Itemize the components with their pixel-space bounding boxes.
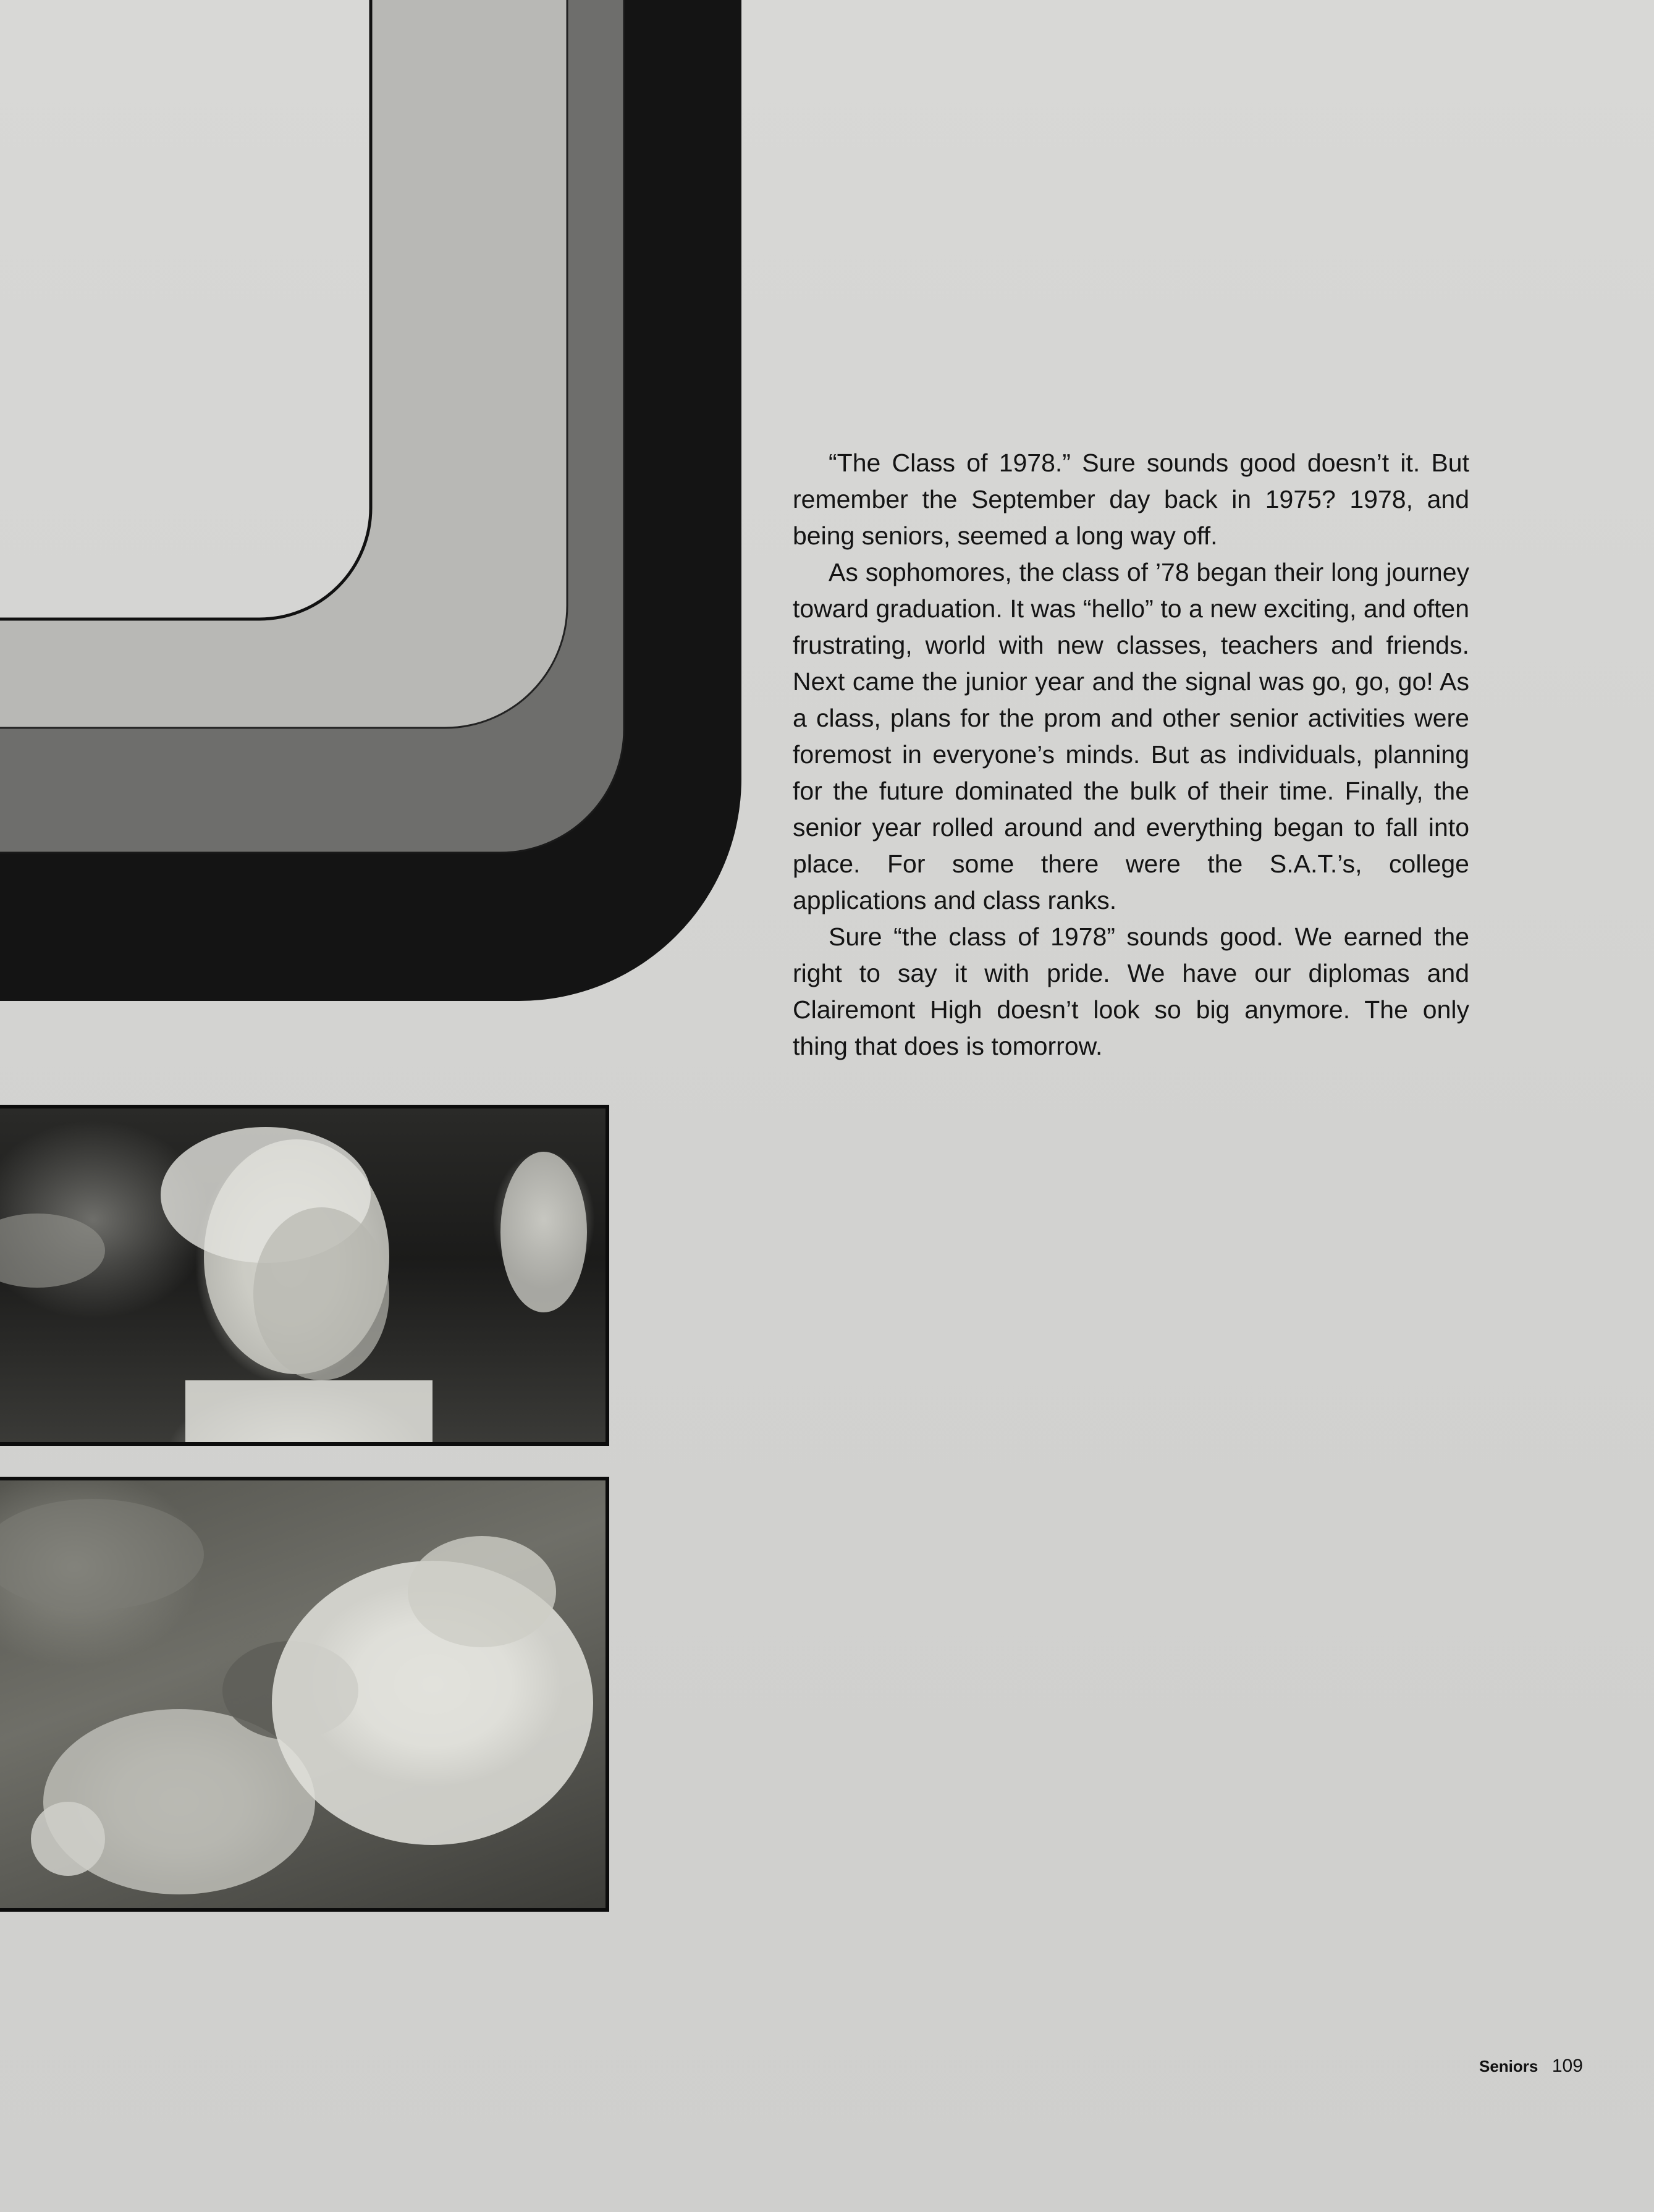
photo-2-shapes [0, 1480, 605, 1908]
paragraph-3: Sure “the class of 1978” sounds good. We earned the right to say it with pride. We have our diplomas and Clairemont High doesn’t look so big anymore. The only thing that does is tomorrow. [793, 922, 1469, 1060]
stripe-outline [0, 0, 371, 619]
photo-1-shapes [0, 1108, 605, 1442]
photo-smiling-student [0, 1105, 609, 1446]
photo-student-resting-on-grass [0, 1477, 609, 1912]
paragraph-1: “The Class of 1978.” Sure sounds good doesn’t it. But remember the September day back in 1975? 1978, and being seniors, seemed a long way off. [793, 449, 1469, 550]
page-footer [1479, 2056, 1583, 2077]
page-number: 109 [1551, 2056, 1583, 2076]
decorative-stripes [0, 0, 741, 1001]
paragraph-2: As sophomores, the class of ’78 began their long journey toward graduation. It was “hello” to a new exciting, and often frustrating, world with new classes, teachers and friends. Next came the junior year and the signal was go, go, go! As a class, plans for the prom and other senior activities were foremost in everyone’s minds. But as individuals, planning for the future dominated the bulk of their time. Finally, the senior year rolled around and everything began to fall into place. For some there were the S.A.T.’s, college applications and class ranks. [793, 558, 1469, 914]
article-text [793, 445, 1469, 1065]
footer-section-title: Seniors [1479, 2057, 1538, 2075]
